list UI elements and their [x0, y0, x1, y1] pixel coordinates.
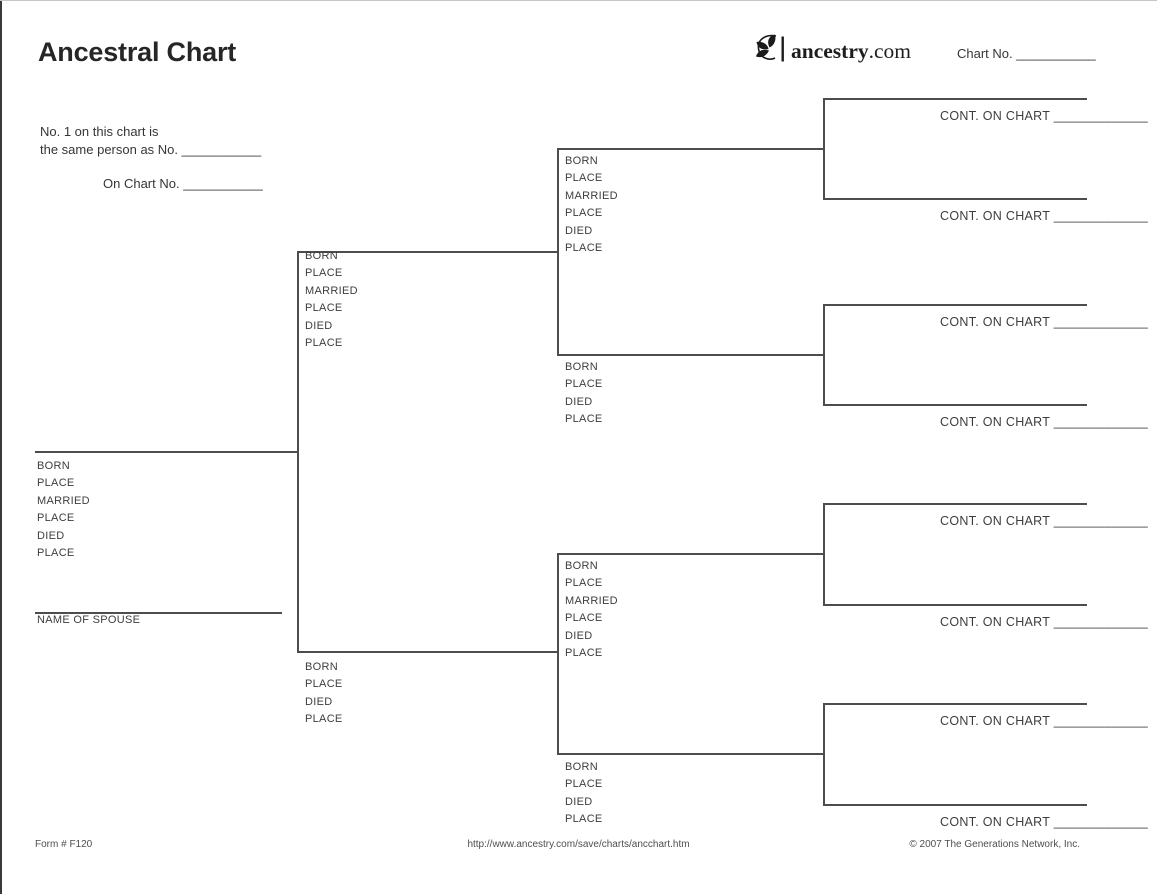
person-9-name-line: [823, 198, 1087, 200]
person-14-name-line: [823, 703, 1087, 705]
field-label: PLACE: [565, 207, 603, 220]
bracket-gen3-3: [823, 503, 825, 606]
cont-on-chart-4: CONT. ON CHART _____________: [940, 415, 1149, 429]
field-label: PLACE: [565, 577, 603, 590]
field-label: PLACE: [37, 512, 75, 525]
copyright-text: © 2007 The Generations Network, Inc.: [909, 839, 1080, 850]
field-label: DIED: [565, 795, 593, 808]
bracket-gen1: [297, 251, 299, 652]
form-number: Form # F120: [35, 839, 93, 850]
field-label: DIED: [565, 395, 593, 408]
field-label: BORN: [305, 661, 338, 673]
field-label: PLACE: [565, 378, 603, 391]
field-label: BORN: [565, 361, 598, 373]
person-3-fields: [305, 659, 343, 729]
ancestry-logo: [752, 31, 911, 72]
bracket-gen3-1: [823, 98, 825, 200]
bracket-gen3-2: [823, 304, 825, 406]
logo-wordmark: [791, 39, 911, 64]
cont-on-chart-3: CONT. ON CHART _____________: [940, 315, 1149, 329]
field-label: DIED: [37, 529, 65, 542]
page-left-edge: [0, 1, 2, 894]
spouse-label: NAME OF SPOUSE: [37, 614, 141, 626]
field-label: PLACE: [565, 647, 603, 660]
field-label: DIED: [565, 224, 593, 237]
page-title: Ancestral Chart: [38, 37, 237, 67]
field-label: PLACE: [37, 547, 75, 560]
field-label: PLACE: [565, 413, 603, 426]
logo-brand: ancestry: [791, 39, 869, 63]
person-2-fields: [305, 248, 358, 352]
field-label: PLACE: [565, 813, 603, 826]
field-label: PLACE: [305, 302, 343, 315]
person-12-name-line: [823, 503, 1087, 505]
logo-suffix: .com: [868, 39, 912, 63]
person-5-fields: [565, 359, 603, 429]
person-10-name-line: [823, 304, 1087, 306]
cont-on-chart-8: CONT. ON CHART _____________: [940, 815, 1149, 829]
bracket-gen2-maternal: [557, 553, 559, 754]
field-label: PLACE: [565, 778, 603, 791]
field-label: PLACE: [305, 713, 343, 726]
field-label: DIED: [305, 695, 333, 708]
cont-on-chart-1: CONT. ON CHART _____________: [940, 109, 1149, 123]
cont-on-chart-2: CONT. ON CHART _____________: [940, 209, 1149, 223]
form-url: http://www.ancestry.com/save/charts/ancchart.htm: [467, 839, 690, 850]
person-4-name-line: [557, 148, 823, 150]
field-label: PLACE: [305, 267, 343, 280]
field-label: MARRIED: [565, 189, 618, 202]
field-label: MARRIED: [37, 494, 90, 507]
person-15-name-line: [823, 804, 1087, 806]
field-label: BORN: [565, 761, 598, 773]
person-1-fields: [37, 458, 90, 562]
field-label: PLACE: [37, 477, 75, 490]
field-label: MARRIED: [565, 594, 618, 607]
field-label: PLACE: [305, 337, 343, 350]
cont-on-chart-5: CONT. ON CHART _____________: [940, 514, 1149, 528]
person-11-name-line: [823, 404, 1087, 406]
field-label: DIED: [305, 319, 333, 332]
person-7-name-line: [557, 753, 823, 755]
field-label: PLACE: [565, 612, 603, 625]
note-line-2: the same person as No. ___________: [40, 141, 262, 157]
person-5-name-line: [557, 354, 823, 356]
field-label: PLACE: [565, 172, 603, 185]
field-label: BORN: [565, 155, 598, 167]
person-6-name-line: [557, 553, 823, 555]
person-3-name-line: [297, 651, 557, 653]
field-label: PLACE: [305, 678, 343, 691]
chart-no-blank: Chart No. ___________: [957, 46, 1096, 61]
person-13-name-line: [823, 604, 1087, 606]
cont-on-chart-7: CONT. ON CHART _____________: [940, 714, 1149, 728]
note-line-1: No. 1 on this chart is: [40, 124, 159, 139]
field-label: BORN: [37, 460, 70, 472]
field-label: BORN: [565, 560, 598, 572]
person-1-name-line: [35, 451, 297, 453]
cont-on-chart-6: CONT. ON CHART _____________: [940, 615, 1149, 629]
note-line-3: On Chart No. ___________: [103, 176, 263, 191]
bracket-gen3-4: [823, 703, 825, 806]
person-7-fields: [565, 759, 603, 829]
field-label: BORN: [305, 250, 338, 262]
bracket-gen2-paternal: [557, 148, 559, 355]
field-label: MARRIED: [305, 284, 358, 297]
person-4-fields: [565, 153, 618, 257]
field-label: PLACE: [565, 242, 603, 255]
person-8-name-line: [823, 98, 1087, 100]
chart-note: [40, 123, 261, 158]
field-label: DIED: [565, 629, 593, 642]
person-6-fields: [565, 558, 618, 662]
leaf-sprig-icon: [752, 31, 788, 72]
